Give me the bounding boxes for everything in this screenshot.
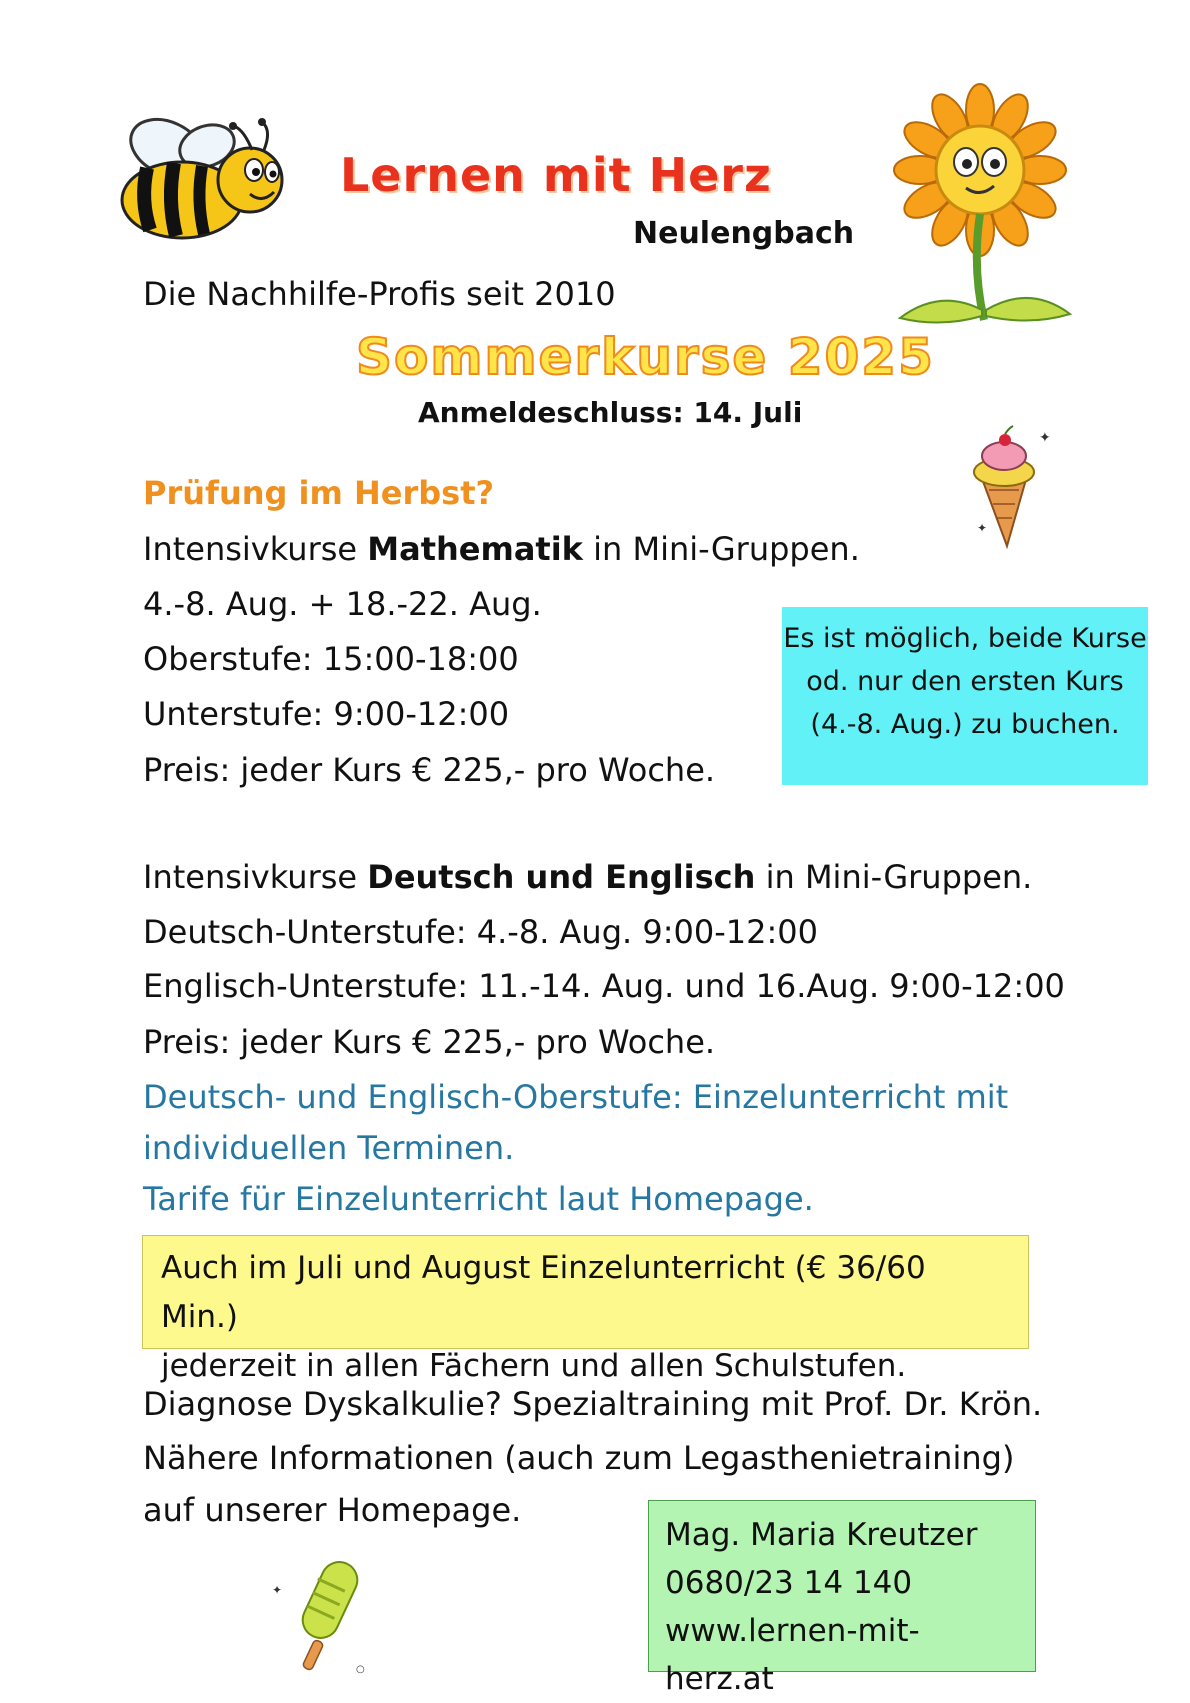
dyscalculia-line2: Nähere Informationen (auch zum Legasthenietraining)	[143, 1439, 1015, 1477]
math-price: Preis: jeder Kurs € 225,- pro Woche.	[143, 751, 716, 789]
languages-price: Preis: jeder Kurs € 225,- pro Woche.	[143, 1023, 716, 1061]
contact-name: Mag. Maria Kreutzer	[665, 1517, 978, 1553]
math-intro	[143, 530, 860, 568]
tariffs-note: Tarife für Einzelunterricht laut Homepage.	[143, 1180, 814, 1218]
svg-text:✦: ✦	[1039, 430, 1051, 446]
contact-box	[648, 1500, 1036, 1697]
summer-courses-title: Sommerkurse 2025	[356, 328, 935, 386]
german-lower-level: Deutsch-Unterstufe: 4.-8. Aug. 9:00-12:00	[143, 913, 818, 951]
sunflower-illustration	[880, 88, 1080, 348]
math-dates: 4.-8. Aug. + 18.-22. Aug.	[143, 585, 542, 623]
brand-title: Lernen mit Herz	[340, 148, 772, 202]
svg-text:○: ○	[356, 1664, 365, 1675]
ice-cream-illustration	[955, 428, 1065, 558]
languages-intro-pre: Intensivkurse	[143, 858, 368, 896]
languages-intro-post: in Mini-Gruppen.	[755, 858, 1033, 896]
dyscalculia-line1: Diagnose Dyskalkulie? Spezialtraining mit Prof. Dr. Krön.	[143, 1385, 1043, 1423]
languages-intro	[143, 858, 1032, 896]
math-subject: Mathematik	[367, 530, 583, 568]
svg-text:✦: ✦	[977, 521, 988, 535]
private-lessons-line2: jederzeit in allen Fächern und allen Schulstufen.	[161, 1348, 907, 1384]
summer-private-lessons-box	[142, 1235, 1029, 1384]
languages-upper-level-line2: individuellen Terminen.	[143, 1129, 515, 1167]
languages-subjects: Deutsch und Englisch	[367, 858, 756, 896]
popsicle-illustration	[268, 1560, 378, 1680]
exam-heading: Prüfung im Herbst?	[143, 474, 495, 512]
math-lower-level: Unterstufe: 9:00-12:00	[143, 695, 510, 733]
contact-phone: 0680/23 14 140	[665, 1565, 913, 1601]
contact-website[interactable]: www.lernen-mit-herz.at	[665, 1613, 920, 1697]
math-intro-pre: Intensivkurse	[143, 530, 368, 568]
math-upper-level: Oberstufe: 15:00-18:00	[143, 640, 519, 678]
location-label: Neulengbach	[633, 216, 855, 251]
languages-upper-level-line1: Deutsch- und Englisch-Oberstufe: Einzelunterricht mit	[143, 1078, 1009, 1116]
private-lessons-line1: Auch im Juli und August Einzelunterricht (€ 36/60 Min.)	[161, 1250, 926, 1335]
math-intro-post: in Mini-Gruppen.	[582, 530, 860, 568]
bee-illustration	[112, 108, 292, 248]
booking-note-box: Es ist möglich, beide Kurse od. nur den ersten Kurs (4.-8. Aug.) zu buchen.	[782, 607, 1148, 785]
english-lower-level: Englisch-Unterstufe: 11.-14. Aug. und 16.Aug. 9:00-12:00	[143, 967, 1065, 1005]
dyscalculia-line3: auf unserer Homepage.	[143, 1491, 522, 1529]
registration-deadline: Anmeldeschluss: 14. Juli	[418, 396, 803, 429]
slogan: Die Nachhilfe-Profis seit 2010	[143, 275, 616, 313]
svg-text:✦: ✦	[272, 1583, 283, 1597]
